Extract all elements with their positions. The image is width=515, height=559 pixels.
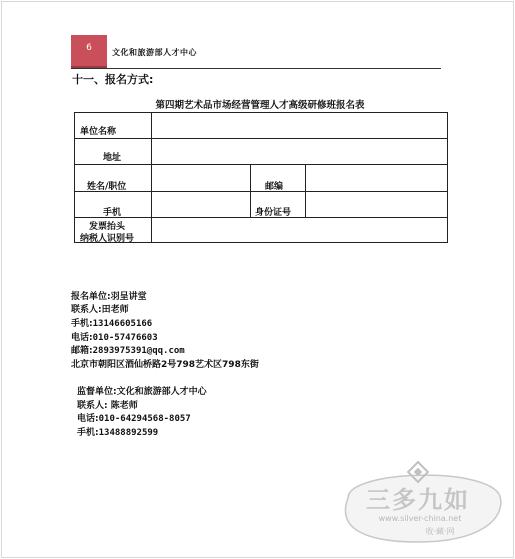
label-unit-name: 单位名称 <box>80 127 117 137</box>
registration-form-table <box>74 112 448 243</box>
header-divider <box>71 68 441 69</box>
document-page <box>1 1 514 558</box>
supervisor-mobile-value: 13488892599 <box>98 428 159 438</box>
field-id-number[interactable] <box>306 192 447 217</box>
registration-email <box>71 343 185 356</box>
label-name-title: 姓名/职位 <box>87 182 127 192</box>
field-postcode[interactable] <box>306 165 447 191</box>
registration-unit: 报名单位:羽呈讲堂 <box>71 292 147 302</box>
supervisor-mobile-label: 手机: <box>77 428 99 438</box>
supervisor-phone-value: 010-64294568-8057 <box>98 414 191 424</box>
field-name-title[interactable] <box>152 165 250 191</box>
supervisor-unit: 监督单位:文化和旅游部人才中心 <box>77 387 207 397</box>
label-phone: 手机 <box>103 208 122 218</box>
field-unit-name[interactable] <box>152 113 447 138</box>
supervisor-mobile <box>77 425 158 438</box>
registration-mobile-label: 手机: <box>71 319 93 329</box>
site-watermark <box>328 458 508 550</box>
field-invoice-taxpayer[interactable] <box>152 218 447 242</box>
watermark-sub: 收·藏·网 <box>425 527 455 536</box>
label-invoice-header: 发票抬头 <box>89 222 126 232</box>
registration-address: 北京市朝阳区酒仙桥路2号798艺术区798东街 <box>71 360 259 370</box>
field-address[interactable] <box>152 139 447 164</box>
watermark-brand: 三多九如 <box>366 486 470 514</box>
label-postcode: 邮编 <box>265 182 284 192</box>
registration-mobile <box>71 316 152 329</box>
label-taxpayer-id: 纳税人识别号 <box>80 234 135 244</box>
registration-contact: 联系人:田老师 <box>71 305 129 315</box>
section-heading: 十一、报名方式: <box>72 73 154 86</box>
label-id-number: 身份证号 <box>255 208 292 218</box>
page-number-badge <box>71 35 107 68</box>
table-col-divider <box>250 165 251 217</box>
label-address: 地址 <box>103 153 122 163</box>
registration-phone <box>71 330 158 343</box>
page-number: 6 <box>86 43 92 53</box>
supervisor-phone <box>77 411 191 424</box>
registration-phone-value: 010-57476603 <box>92 333 158 343</box>
registration-email-value[interactable]: 2893975391@qq.com <box>92 346 185 356</box>
registration-email-label: 邮箱: <box>71 346 93 356</box>
watermark-url: www.silver-china.net <box>378 514 462 523</box>
form-title: 第四期艺术品市场经营管理人才高级研修班报名表 <box>155 100 365 111</box>
field-phone[interactable] <box>152 192 250 217</box>
header-org-title: 文化和旅游部人才中心 <box>112 48 197 57</box>
registration-mobile-value: 13146605166 <box>92 319 153 329</box>
registration-phone-label: 电话: <box>71 333 93 343</box>
supervisor-phone-label: 电话: <box>77 414 99 424</box>
supervisor-contact: 联系人: 陈老师 <box>77 401 138 411</box>
